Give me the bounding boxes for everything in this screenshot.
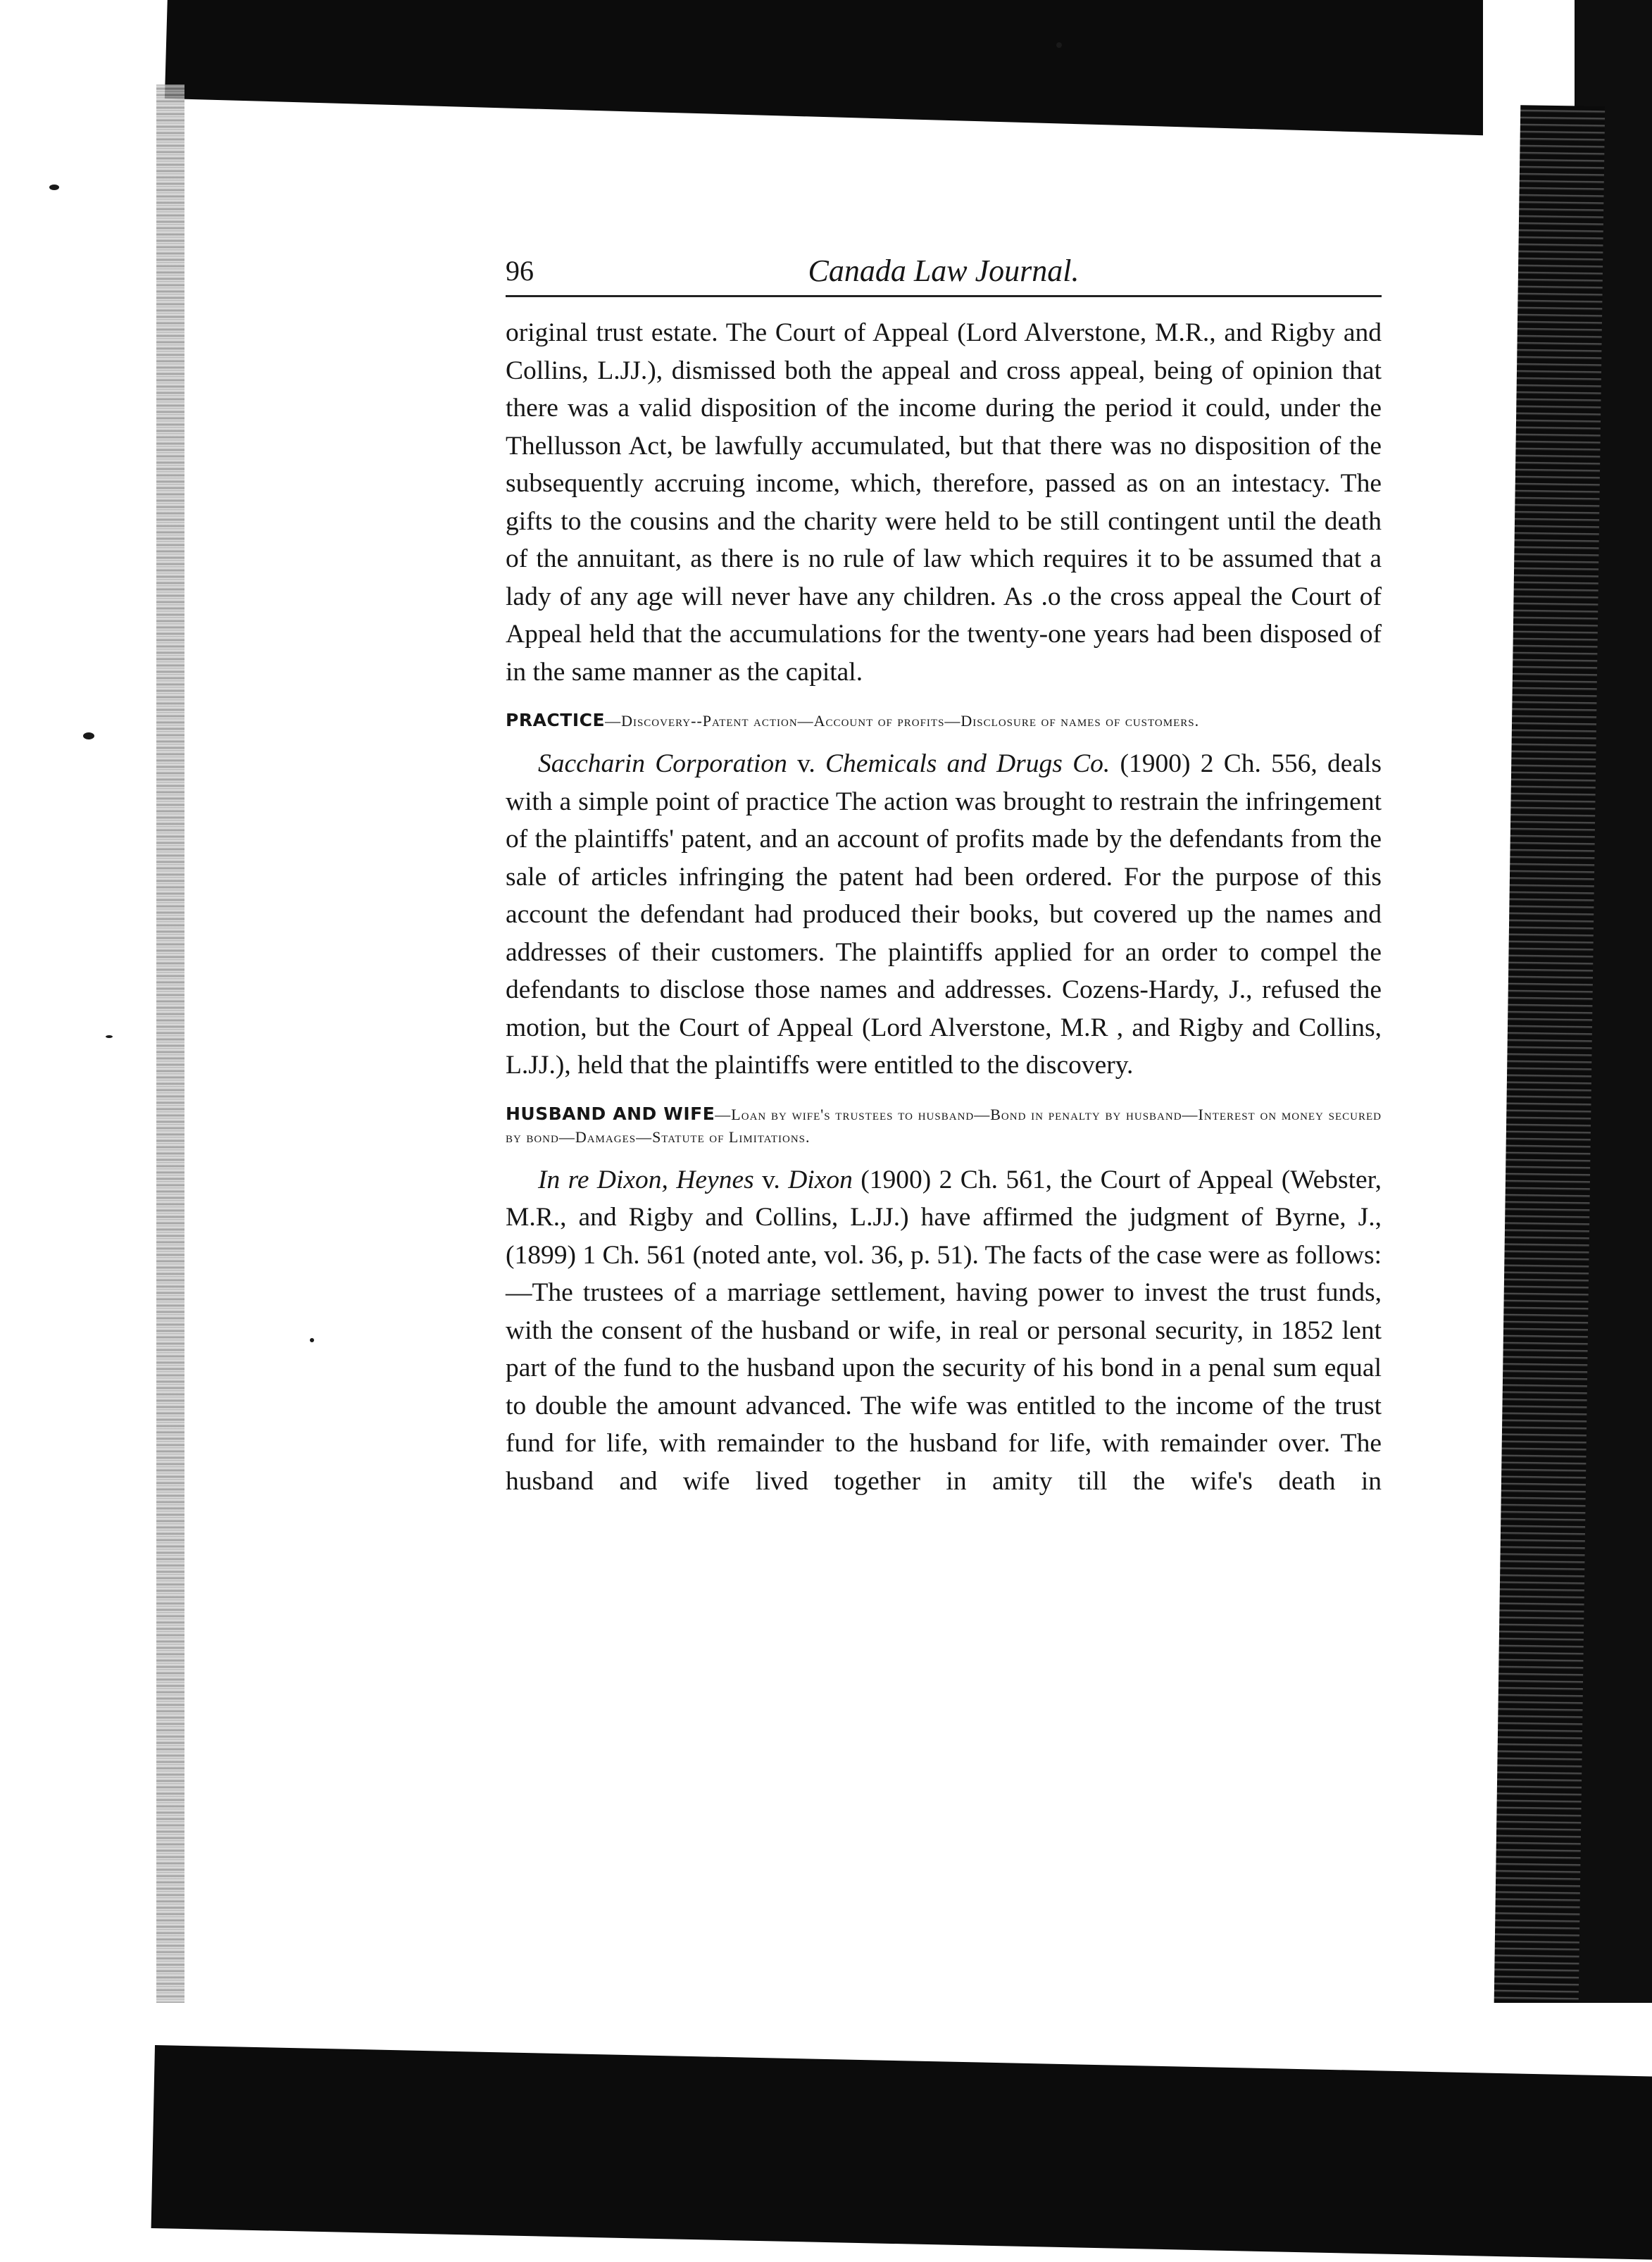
scan-top-edge: [0, 0, 1652, 141]
opening-paragraph: original trust estate. The Court of Appeal (Lord Alverstone, M.R., and Rigby and Collins, L.JJ.), dismissed both the appeal and cross appeal, being of opinion that there was a valid disposition of the income during the period it could, under the Thellusson Act, be lawfully accumulated, but that there was no disposition of the subsequently accruing income, which, therefore, passed as on an intestacy. The gifts to the cousins and the charity were held to be still contingent until the death of the annuitant, as there is no rule of law which requires it to be assumed that a lady of any age will never have any children. As .o the cross appeal the Court of Appeal held that the accumulations for the twenty-one years had been disposed of in the same manner as the capital.: [506, 318, 1382, 687]
section-heading-husband-and-wife: [506, 1103, 1382, 1149]
section-heading-key: HUSBAND AND WIFE: [506, 1103, 715, 1124]
case-party: Chemicals and Drugs Co.: [825, 749, 1110, 778]
page-number: 96: [506, 255, 534, 287]
scan-speck: [1056, 42, 1062, 48]
scan-speck: [106, 1035, 113, 1038]
running-head: [506, 250, 1382, 297]
section-heading-subjects: —Discovery--Patent action—Account of profits—Disclosure of names of customers.: [605, 712, 1200, 730]
section-heading-practice: [506, 709, 1382, 732]
scan-bottom-edge: [0, 2003, 1652, 2151]
case-versus: v.: [787, 749, 826, 778]
case-name: Saccharin Corporation: [538, 749, 787, 778]
section-heading-subjects: —Loan by wife's trustees to husband—Bond in penalty by husband—Interest on money secured by bond—Damages—Statute of Limitations.: [506, 1105, 1382, 1146]
case-name: In re Dixon, Heynes: [538, 1165, 754, 1194]
left-binding-shadow: [156, 85, 184, 2070]
section-paragraph-practice: [506, 745, 1382, 1085]
section-text: (1900) 2 Ch. 556, deals with a simple point of practice The action was brought to restrain the infringement of the plaintiffs' patent, and an account of profits made by the defendants from the sale of articles infringing the patent had been ordered. For the purpose of this account the defendant had produced their books, but covered up the names and addresses of their customers. The plaintiffs applied for an order to compel the defendants to disclose those names and addresses. Cozens-Hardy, J., refused the motion, but the Court of Appeal (Lord Alverstone, M.R , and Rigby and Collins, L.JJ.), held that the plaintiffs were entitled to the discovery.: [506, 749, 1382, 1080]
scan-speck: [49, 185, 59, 190]
section-paragraph-husband-and-wife: [506, 1161, 1382, 1501]
scan-speck: [83, 732, 94, 739]
scan-speck: [310, 1338, 314, 1342]
case-versus: v.: [753, 1165, 789, 1194]
journal-title: Canada Law Journal.: [808, 254, 1080, 288]
section-heading-key: PRACTICE: [506, 710, 606, 730]
case-party: Dixon: [788, 1165, 853, 1194]
document-page: [506, 250, 1382, 1500]
scan-left-edge: [0, 0, 162, 2151]
section-text: (1900) 2 Ch. 561, the Court of Appeal (Webster, M.R., and Rigby and Collins, L.JJ.) have affirmed the judgment of Byrne, J., (1899) 1 Ch. 561 (noted ante, vol. 36, p. 51). The facts of the case were as follows:—The trustees of a marriage settlement, having power to invest the trust funds, with the consent of the husband or wife, in real or personal security, in 1852 lent part of the fund to the husband upon the security of his bond in a penal sum equal to double the amount advanced. The wife was entitled to the income of the trust fund for life, with remainder to the husband for life, with remainder over. The husband and wife lived together in amity till the wife's death in: [506, 1165, 1382, 1496]
